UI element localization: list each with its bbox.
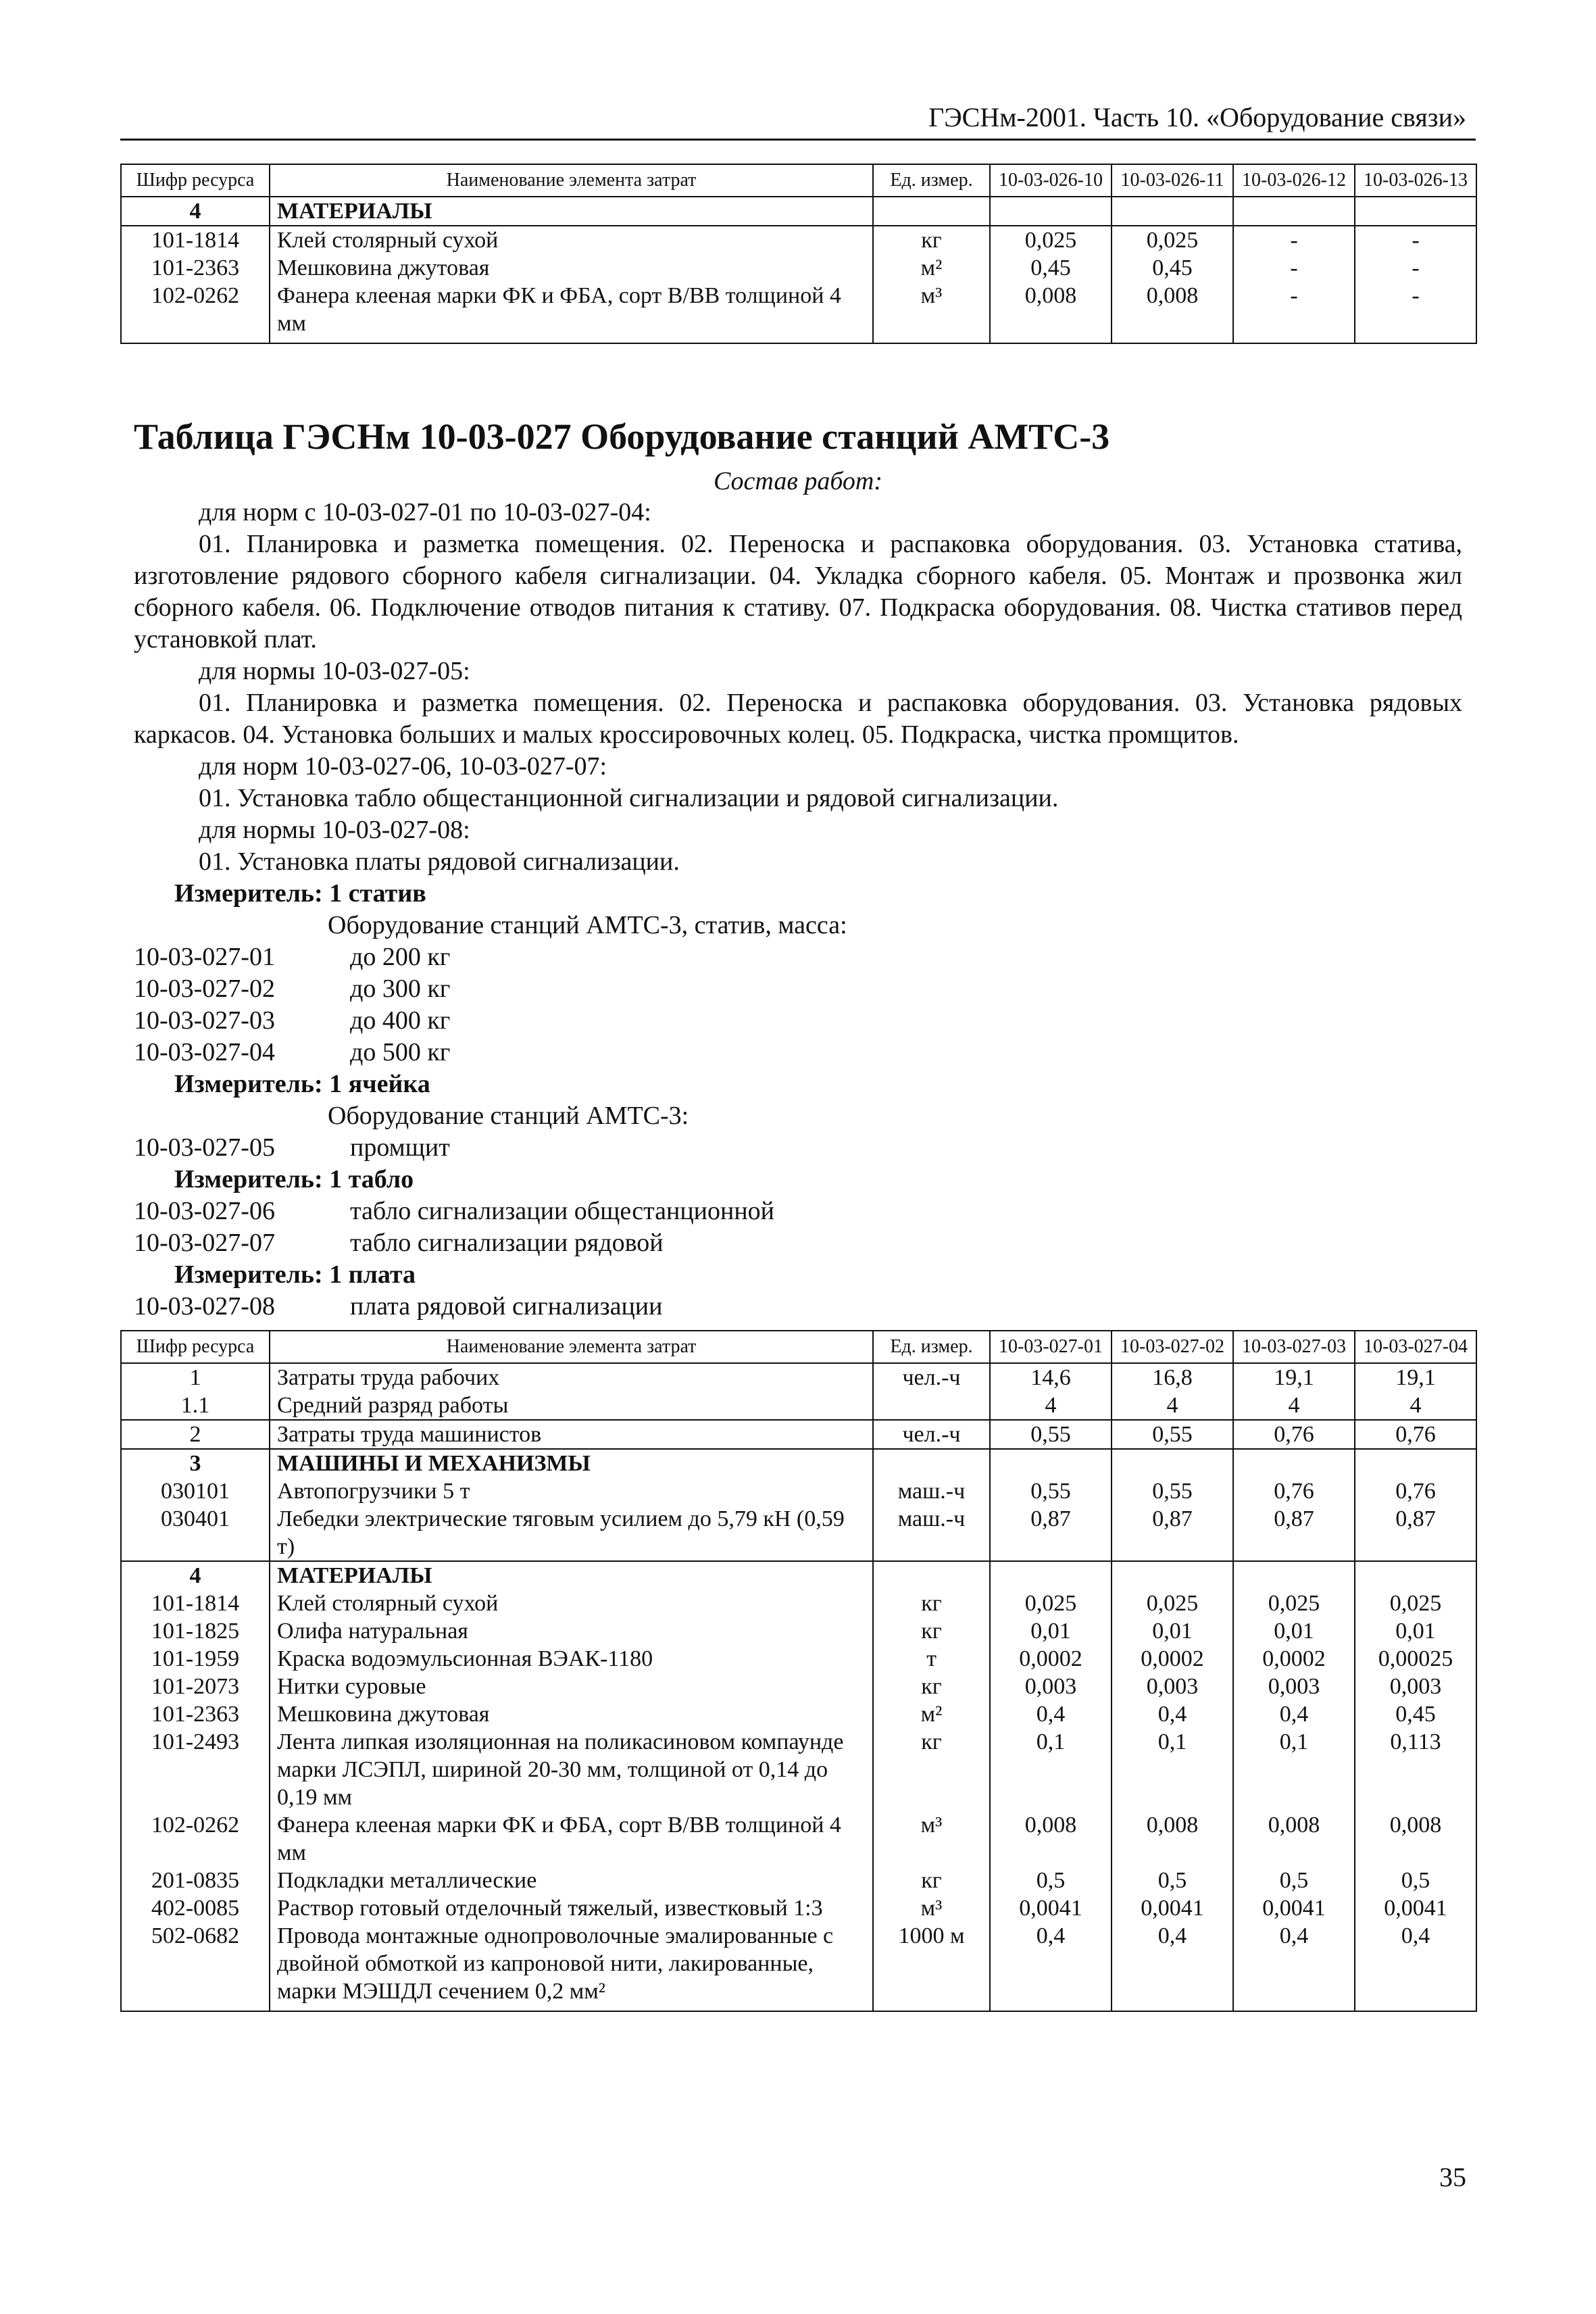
cost-element-name: Мешковина джутовая [270,1700,873,1728]
resource-code: 4 [121,1561,270,1590]
table-row [121,1392,1476,1420]
norm-value: 0,4 [990,1700,1112,1728]
cost-element-name: Подкладки металлические [270,1867,873,1894]
norm-value: 0,4 [990,1922,1112,2011]
table-row [121,1811,1476,1867]
section-title: МАТЕРИАЛЫ [270,1561,873,1590]
works-list-1-4: 01. Планировка и разметка помещения. 02. Переноска и распаковка оборудования. 03. Установка статива, изготовление рядового сборного кабеля сигнализации. 04. Укладка сборного кабеля. 05. Монтаж и прозвонка жил сборного кабеля. 06. Подключение отводов питания к стативу. 07. Подкраска оборудования. 08. Чистка стативов перед установкой плат. [134,530,1462,654]
resource-code: 502-0682 [121,1922,270,2011]
norm-value: 0,76 [1355,1477,1476,1505]
header-code: Шифр ресурса [121,1331,270,1363]
resource-code: 201-0835 [121,1867,270,1894]
norm-item-text: до 400 кг [350,1006,451,1035]
unit-of-measure: кг [873,1673,990,1700]
norm-value: 0,76 [1233,1420,1355,1449]
norm-value: 0,87 [1112,1505,1233,1561]
norm-value: 0,5 [1233,1867,1355,1894]
norm-value: 0,025 [1112,226,1233,254]
norm-value [1233,1561,1355,1590]
unit-of-measure: кг [873,1617,990,1645]
header-col-3: 10-03-026-12 [1233,164,1355,197]
resource-code: 3 [121,1449,270,1477]
norm-value: 0,003 [990,1673,1112,1700]
norm-value: 0,5 [990,1867,1112,1894]
resource-code: 101-1825 [121,1617,270,1645]
header-col-4: 10-03-026-13 [1355,164,1476,197]
norm-code: 10-03-027-07 [134,1229,275,1257]
norm-value: 0,87 [990,1505,1112,1561]
norm-value: 0,008 [1233,1811,1355,1867]
header-rule [120,139,1476,141]
table-header-row [121,164,1476,197]
norm-value [1112,1449,1233,1477]
norm-value: 4 [1112,1392,1233,1420]
resource-code: 101-2363 [121,254,270,282]
unit-of-measure: кг [873,1590,990,1617]
section-row [121,1449,1476,1477]
unit-of-measure: т [873,1645,990,1673]
norm-value: 0,0041 [1112,1894,1233,1922]
cost-element-name: Лента липкая изоляционная на поликасиновом компаунде марки ЛСЭПЛ, шириной 20-30 мм, толщиной от 0,14 до 0,19 мм [270,1728,873,1811]
norm-value: 0,008 [1112,282,1233,343]
norm-value: 0,45 [1112,254,1233,282]
works-list-5: 01. Планировка и разметка помещения. 02. Переноска и распаковка оборудования. 03. Установка рядовых каркасов. 04. Установка больших и малых кроссировочных колец. 05. Подкраска, чистка промщитов. [134,689,1462,749]
meter-board: Измеритель: 1 табло [174,1165,414,1193]
work-composition-caption: Состав работ: [713,467,883,495]
resource-code: 030401 [121,1505,270,1561]
cost-element-name: Клей столярный сухой [270,226,873,254]
work-description [134,497,1462,1323]
norm-value [1233,1449,1355,1477]
norm-value: 0,025 [1112,1590,1233,1617]
norm-value: 0,4 [1233,1700,1355,1728]
table-row [121,1363,1476,1392]
norm-value: 0,008 [990,1811,1112,1867]
meter-stand: Измеритель: 1 статив [174,879,426,908]
header-col-4: 10-03-027-04 [1355,1331,1476,1363]
table-row [121,1590,1476,1617]
norm-value: 0,1 [1112,1728,1233,1811]
norm-value: 0,00025 [1355,1645,1476,1673]
norm-item-text: промщит [350,1133,450,1162]
resource-code: 102-0262 [121,1811,270,1867]
norm-item-text: плата рядовой сигнализации [350,1292,663,1321]
group-title-cell: Оборудование станций АМТС-3: [328,1102,689,1130]
norm-list-3 [134,1196,1462,1259]
norm-value: 0,4 [1112,1700,1233,1728]
norm-value: 0,87 [1355,1505,1476,1561]
unit-of-measure: чел.-ч [873,1363,990,1392]
unit-of-measure: маш.-ч [873,1505,990,1561]
unit-of-measure: чел.-ч [873,1420,990,1449]
norm-value: 0,01 [1233,1617,1355,1645]
norm-list-4 [134,1291,1462,1323]
cost-element-name: Олифа натуральная [270,1617,873,1645]
norm-value: 19,1 [1355,1363,1476,1392]
norm-value: 0,025 [1355,1590,1476,1617]
norm-value [1355,197,1476,226]
table-row [121,1867,1476,1894]
norm-value: 0,55 [990,1420,1112,1449]
header-col-1: 10-03-027-01 [990,1331,1112,1363]
norm-value [1112,1561,1233,1590]
resource-code: 101-2493 [121,1728,270,1811]
resource-code: 101-1814 [121,226,270,254]
norms-6-7-label: для норм 10-03-027-06, 10-03-027-07: [199,752,607,781]
norm-item [134,1227,1462,1259]
meter-cell: Измеритель: 1 ячейка [174,1070,430,1098]
norm-code: 10-03-027-06 [134,1197,275,1225]
resource-code: 1 [121,1363,270,1392]
norm-value: 0,025 [990,1590,1112,1617]
norm-value: - [1355,254,1476,282]
table-row [121,226,1476,254]
resource-code: 101-1959 [121,1645,270,1673]
norm-value: 0,025 [990,226,1112,254]
resource-code: 2 [121,1420,270,1449]
norm-value: 0,0041 [1233,1894,1355,1922]
cost-element-name: Средний разряд работы [270,1392,873,1420]
norm-value: 0,113 [1355,1728,1476,1811]
cost-element-name: Затраты труда машинистов [270,1420,873,1449]
norm-item [134,1291,1462,1323]
norm-value: 0,003 [1112,1673,1233,1700]
norm-value [1233,197,1355,226]
norm-code: 10-03-027-04 [134,1038,275,1066]
unit-of-measure [873,1561,990,1590]
norm-value: 0,76 [1233,1477,1355,1505]
norm-value: 0,008 [1355,1811,1476,1867]
resource-table-026 [120,164,1477,344]
resource-code: 1.1 [121,1392,270,1420]
unit-of-measure: кг [873,1728,990,1811]
norm-value: - [1355,282,1476,343]
table-body [121,197,1476,343]
meter-plate: Измеритель: 1 плата [174,1260,416,1289]
cost-element-name: Фанера клееная марки ФК и ФБА, сорт В/ВВ толщиной 4 мм [270,1811,873,1867]
norm-value: 0,4 [1112,1922,1233,2011]
resource-code: 4 [121,197,270,226]
header-col-2: 10-03-027-02 [1112,1331,1233,1363]
norm-value: 0,01 [990,1617,1112,1645]
norm-value: 0,003 [1233,1673,1355,1700]
unit-of-measure: кг [873,226,990,254]
header-col-3: 10-03-027-03 [1233,1331,1355,1363]
unit-of-measure [873,197,990,226]
norm-value: - [1233,254,1355,282]
norm-value: 0,76 [1355,1420,1476,1449]
section-row [121,1561,1476,1590]
page-number: 35 [1439,2162,1466,2192]
norm-value [990,1449,1112,1477]
table-body [121,1363,1476,2011]
table-row [121,254,1476,282]
unit-of-measure: м³ [873,282,990,343]
norm-item [134,1037,1462,1068]
norm-item-text: до 300 кг [350,975,451,1003]
norm-item [134,973,1462,1005]
unit-of-measure: маш.-ч [873,1477,990,1505]
unit-of-measure: м³ [873,1894,990,1922]
resource-code: 402-0085 [121,1894,270,1922]
norm-value: 4 [990,1392,1112,1420]
norm-value: 4 [1355,1392,1476,1420]
cost-element-name: Раствор готовый отделочный тяжелый, известковый 1:3 [270,1894,873,1922]
section-title: МАШИНЫ И МЕХАНИЗМЫ [270,1449,873,1477]
resource-code: 101-2363 [121,1700,270,1728]
table-row [121,1700,1476,1728]
norm-value: 0,01 [1355,1617,1476,1645]
cost-element-name: Автопогрузчики 5 т [270,1477,873,1505]
norm-value [1355,1561,1476,1590]
table-row [121,1673,1476,1700]
norm-value: 0,1 [1233,1728,1355,1811]
norm-item-text: табло сигнализации рядовой [350,1229,664,1257]
resource-code: 030101 [121,1477,270,1505]
unit-of-measure: м³ [873,1811,990,1867]
norm-value: 0,45 [1355,1700,1476,1728]
resource-code: 101-1814 [121,1590,270,1617]
norm-item-text: табло сигнализации общестанционной [350,1197,775,1225]
norm-value [1112,197,1233,226]
norm-value: 0,008 [990,282,1112,343]
norm-8-label: для нормы 10-03-027-08: [199,816,470,844]
norm-value: 0,4 [1233,1922,1355,2011]
norm-item [134,1005,1462,1037]
norm-value: - [1355,226,1476,254]
norm-value [990,197,1112,226]
norm-value: 0,45 [990,254,1112,282]
norm-item-text: до 500 кг [350,1038,451,1066]
works-list-8: 01. Установка платы рядовой сигнализации. [199,847,680,876]
norm-value: 0,0041 [1355,1894,1476,1922]
table-title: Таблица ГЭСНм 10-03-027 Оборудование станций АМТС-3 [134,416,1110,457]
cost-element-name: Лебедки электрические тяговым усилием до 5,79 кН (0,59 т) [270,1505,873,1561]
table-row [121,1617,1476,1645]
table-row [121,1645,1476,1673]
norm-code: 10-03-027-03 [134,1006,275,1035]
table-row [121,1922,1476,2011]
norm-value: 0,008 [1112,1811,1233,1867]
header-unit: Ед. измер. [873,1331,990,1363]
unit-of-measure [873,1392,990,1420]
section-row [121,197,1476,226]
cost-element-name: Затраты труда рабочих [270,1363,873,1392]
table-row [121,1477,1476,1505]
norm-value [1355,1449,1476,1477]
norm-value: 14,6 [990,1363,1112,1392]
norm-value: - [1233,226,1355,254]
norm-value: 0,5 [1355,1867,1476,1894]
cost-element-name: Нитки суровые [270,1673,873,1700]
resource-code: 101-2073 [121,1673,270,1700]
header-name: Наименование элемента затрат [270,1331,873,1363]
resource-code: 102-0262 [121,282,270,343]
norm-code: 10-03-027-05 [134,1133,275,1162]
norm-value: 0,01 [1112,1617,1233,1645]
norm-item [134,1132,1462,1164]
cost-element-name: Клей столярный сухой [270,1590,873,1617]
norm-value: 0,1 [990,1728,1112,1811]
norm-code: 10-03-027-08 [134,1292,275,1321]
norm-value: 0,025 [1233,1590,1355,1617]
norm-value: 0,0002 [1233,1645,1355,1673]
group-title-stand: Оборудование станций АМТС-3, статив, масса: [328,911,847,939]
cost-element-name: Провода монтажные однопроволочные эмалированные с двойной обмоткой из капроновой нити, лакированные, марки МЭШДЛ сечением 0,2 мм² [270,1922,873,2011]
norm-value: 0,87 [1233,1505,1355,1561]
section-title: МАТЕРИАЛЫ [270,197,873,226]
works-list-6-7: 01. Установка табло общестанционной сигнализации и рядовой сигнализации. [199,784,1059,812]
table-row [121,1505,1476,1561]
table-header-row [121,1331,1476,1363]
cost-element-name: Краска водоэмульсионная ВЭАК-1180 [270,1645,873,1673]
norm-value: 0,5 [1112,1867,1233,1894]
table-row [121,1420,1476,1449]
norm-value: 0,0041 [990,1894,1112,1922]
header-col-1: 10-03-026-10 [990,164,1112,197]
cost-element-name: Фанера клееная марки ФК и ФБА, сорт В/ВВ толщиной 4 мм [270,282,873,343]
norm-list-2 [134,1132,1462,1164]
unit-of-measure: м² [873,254,990,282]
norm-value: 0,55 [1112,1420,1233,1449]
table-row [121,1894,1476,1922]
unit-of-measure [873,1449,990,1477]
norm-item [134,1196,1462,1227]
norm-list-1 [134,941,1462,1068]
norm-value: 0,0002 [1112,1645,1233,1673]
norm-item [134,941,1462,973]
norm-code: 10-03-027-02 [134,975,275,1003]
table-row [121,1728,1476,1811]
norm-value: 19,1 [1233,1363,1355,1392]
norm-value: 16,8 [1112,1363,1233,1392]
norm-value: 0,003 [1355,1673,1476,1700]
norm-value: 0,55 [1112,1477,1233,1505]
header-col-2: 10-03-026-11 [1112,164,1233,197]
norms-range-1-4: для норм с 10-03-027-01 по 10-03-027-04: [199,498,651,526]
norm-code: 10-03-027-01 [134,943,275,971]
header-code: Шифр ресурса [121,164,270,197]
norm-item-text: до 200 кг [350,943,451,971]
cost-element-name: Мешковина джутовая [270,254,873,282]
unit-of-measure: м² [873,1700,990,1728]
header-name: Наименование элемента затрат [270,164,873,197]
unit-of-measure: кг [873,1867,990,1894]
table-row [121,282,1476,343]
norm-5-label: для нормы 10-03-027-05: [199,657,470,685]
header-unit: Ед. измер. [873,164,990,197]
norm-value: 0,0002 [990,1645,1112,1673]
norm-value: 0,4 [1355,1922,1476,2011]
resource-table-027 [120,1330,1477,2012]
running-header: ГЭСНм-2001. Часть 10. «Оборудование связи» [928,102,1466,132]
norm-value: 4 [1233,1392,1355,1420]
unit-of-measure: 1000 м [873,1922,990,2011]
norm-value [990,1561,1112,1590]
norm-value: - [1233,282,1355,343]
norm-value: 0,55 [990,1477,1112,1505]
